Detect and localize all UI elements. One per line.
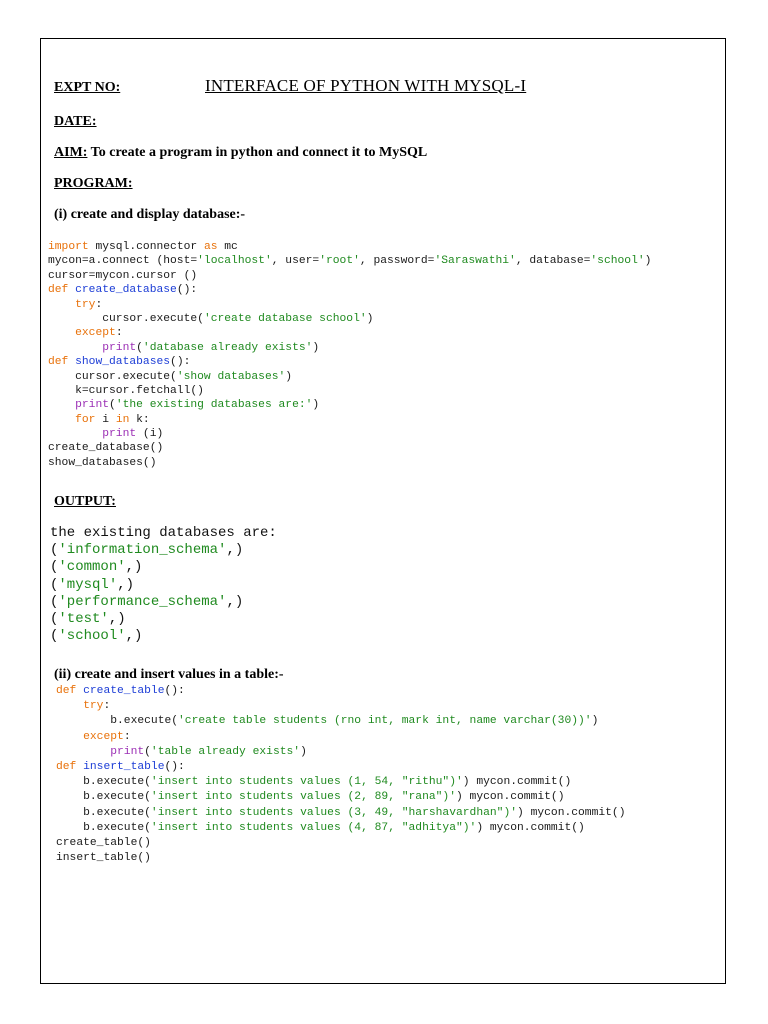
aim-text: To create a program in python and connect it to MySQL [87, 145, 428, 160]
code-line [56, 760, 625, 775]
code-line [48, 370, 651, 384]
code-token: 'show databases' [176, 370, 286, 383]
code-token: ( [136, 341, 143, 354]
code-token [48, 414, 75, 426]
code-token: ) mycon.commit() [462, 776, 572, 789]
code-line [56, 730, 625, 745]
program-label: PROGRAM: [54, 176, 133, 191]
code-token: b.execute( [56, 715, 179, 728]
code-token: ( [50, 576, 59, 593]
code-line [48, 441, 651, 455]
code-line [48, 312, 651, 326]
code-token: 'database already exists' [142, 341, 313, 354]
code-token: 'insert into students values (4, 87, "adhitya")' [150, 821, 477, 834]
output-line [50, 577, 277, 594]
code-line [48, 384, 651, 398]
code-line [48, 413, 651, 427]
code-token: mc [217, 241, 238, 253]
code-token: in [115, 413, 130, 426]
code-token: mycon=a.connect (host= [48, 255, 198, 268]
code-token [48, 327, 75, 339]
code-line [56, 775, 625, 790]
code-token: for [75, 413, 96, 426]
code-token: insert_table [83, 760, 165, 773]
expt-no-label: EXPT NO: [54, 80, 121, 95]
code-token: ( [50, 610, 59, 627]
code-token: try [75, 298, 96, 311]
output-line [50, 611, 277, 628]
output-line [50, 525, 277, 542]
code-token: ,) [125, 559, 143, 576]
code-token [48, 299, 75, 311]
code-token [56, 700, 83, 712]
code-token: ,) [226, 542, 244, 559]
code-token: k: [129, 413, 150, 426]
code-token: ( [50, 628, 59, 645]
code-token: ,) [226, 593, 244, 610]
code-token: ( [109, 399, 116, 412]
code-line [48, 427, 651, 441]
code-token: ,) [108, 610, 126, 627]
code-line [56, 836, 625, 851]
code-token: : [95, 298, 103, 311]
code-token: (): [170, 356, 191, 369]
code-token [48, 342, 102, 354]
code-token: 'create database school' [203, 312, 367, 325]
output-line [50, 628, 277, 645]
code-line [48, 269, 651, 283]
code-token: print [110, 745, 145, 758]
code-token: 'test' [58, 610, 109, 627]
code-token [48, 428, 102, 440]
code-line [56, 821, 625, 836]
code-token: 'mysql' [58, 576, 118, 593]
code-line [48, 341, 651, 355]
code-token: ) [366, 312, 374, 325]
code-token: ) [312, 341, 320, 354]
code-token: try [83, 700, 104, 713]
date-label: DATE: [54, 114, 97, 129]
code-token: cursor=mycon.cursor () [48, 269, 198, 282]
code-token: except [75, 327, 116, 340]
code-line [48, 283, 651, 297]
code-line [56, 745, 625, 760]
code-token: ) mycon.commit() [456, 791, 565, 804]
code-token: (): [164, 760, 185, 773]
code-token: cursor.execute( [48, 370, 177, 383]
code-line [56, 790, 625, 805]
code-token: 'school' [58, 628, 126, 645]
code-line [48, 254, 651, 268]
aim-label: AIM: [54, 145, 88, 160]
code-token: except [83, 730, 124, 743]
code-line [48, 240, 651, 254]
code-token: def [48, 356, 69, 369]
code-token: , password= [359, 255, 435, 268]
code-token: insert_table() [56, 852, 151, 865]
code-token: (i) [136, 428, 164, 441]
code-token: : [103, 700, 111, 713]
code-token: 'the existing databases are:' [115, 399, 313, 412]
code-token: cursor.execute( [48, 312, 204, 325]
code-token: ) [285, 370, 293, 383]
code-line [56, 851, 625, 866]
section1-heading: (i) create and display database:- [54, 207, 246, 222]
code-token: ) [300, 745, 307, 758]
code-token: def [56, 685, 77, 697]
code-token [56, 746, 110, 758]
code-token: def [56, 760, 77, 773]
code-token: b.execute( [56, 821, 151, 834]
code-token: i [95, 413, 116, 426]
code-token: import [48, 241, 89, 253]
code-token: b.execute( [56, 806, 151, 819]
code-token: def [48, 284, 69, 297]
code-token: mysql.connector [88, 241, 204, 253]
code-token: b.execute( [56, 791, 151, 804]
code-token: 'common' [58, 559, 126, 576]
code-line [56, 699, 625, 714]
output-block [50, 525, 277, 645]
code-token: 'school' [590, 255, 645, 268]
code-token: : [123, 730, 131, 743]
code-token: , user= [271, 255, 320, 268]
output-line [50, 594, 277, 611]
code-block-create-database [48, 240, 651, 470]
output-line [50, 559, 277, 576]
code-token: 'root' [319, 255, 360, 268]
code-line [48, 398, 651, 412]
code-token: show_databases [75, 356, 171, 369]
code-token: ) [312, 399, 320, 412]
code-token: : [115, 327, 123, 340]
code-line [56, 714, 625, 729]
code-token: ( [144, 745, 151, 758]
code-token: 'create table students (rno int, mark int, name varchar(30))' [178, 715, 592, 728]
code-token: print [102, 428, 137, 441]
code-token [48, 399, 75, 411]
code-line [48, 355, 651, 369]
code-token: (): [176, 284, 198, 297]
code-line [48, 456, 651, 470]
code-token: 'localhost' [197, 255, 272, 268]
code-token: 'Saraswathi' [434, 255, 516, 268]
code-token: b.execute( [56, 776, 151, 789]
code-token: 'insert into students values (2, 89, "rana")' [150, 791, 456, 804]
code-token: ) mycon.commit() [517, 806, 626, 819]
code-token: create_database() [48, 442, 164, 455]
code-token: ( [50, 542, 59, 559]
code-token: 'table already exists' [150, 745, 301, 758]
code-token: k=cursor.fetchall() [48, 384, 204, 397]
section2-heading: (ii) create and insert values in a table:- [54, 667, 284, 682]
code-token: ,) [125, 628, 143, 645]
code-token: as [203, 241, 218, 253]
code-token: ( [50, 593, 59, 610]
code-line [48, 326, 651, 340]
code-line [56, 684, 625, 699]
code-line [56, 806, 625, 821]
code-token: create_database [75, 284, 177, 297]
code-block-create-table [56, 684, 625, 866]
code-token: print [102, 341, 137, 354]
output-line [50, 542, 277, 559]
aim-line [54, 145, 427, 161]
code-token: 'information_schema' [58, 542, 227, 559]
code-token: print [75, 399, 110, 412]
code-token: create_table [83, 685, 165, 697]
code-line [48, 298, 651, 312]
code-token: , database= [515, 255, 591, 268]
code-token: create_table() [56, 836, 151, 849]
code-token: 'insert into students values (3, 49, "harshavardhan")' [150, 806, 518, 819]
code-token: 'insert into students values (1, 54, "rithu")' [150, 776, 463, 789]
code-token: ) [644, 255, 652, 268]
code-token: show_databases() [48, 456, 157, 469]
code-token: the existing databases are: [50, 525, 277, 541]
code-token: (): [164, 685, 185, 697]
output-label: OUTPUT: [54, 494, 116, 509]
page-title: INTERFACE OF PYTHON WITH MYSQL-I [205, 76, 527, 95]
code-token: ,) [117, 576, 135, 593]
code-token: ( [50, 559, 59, 576]
code-token [56, 731, 83, 743]
code-token: ) mycon.commit() [476, 821, 585, 834]
code-token: ) [591, 715, 599, 728]
code-token: 'performance_schema' [58, 593, 227, 610]
